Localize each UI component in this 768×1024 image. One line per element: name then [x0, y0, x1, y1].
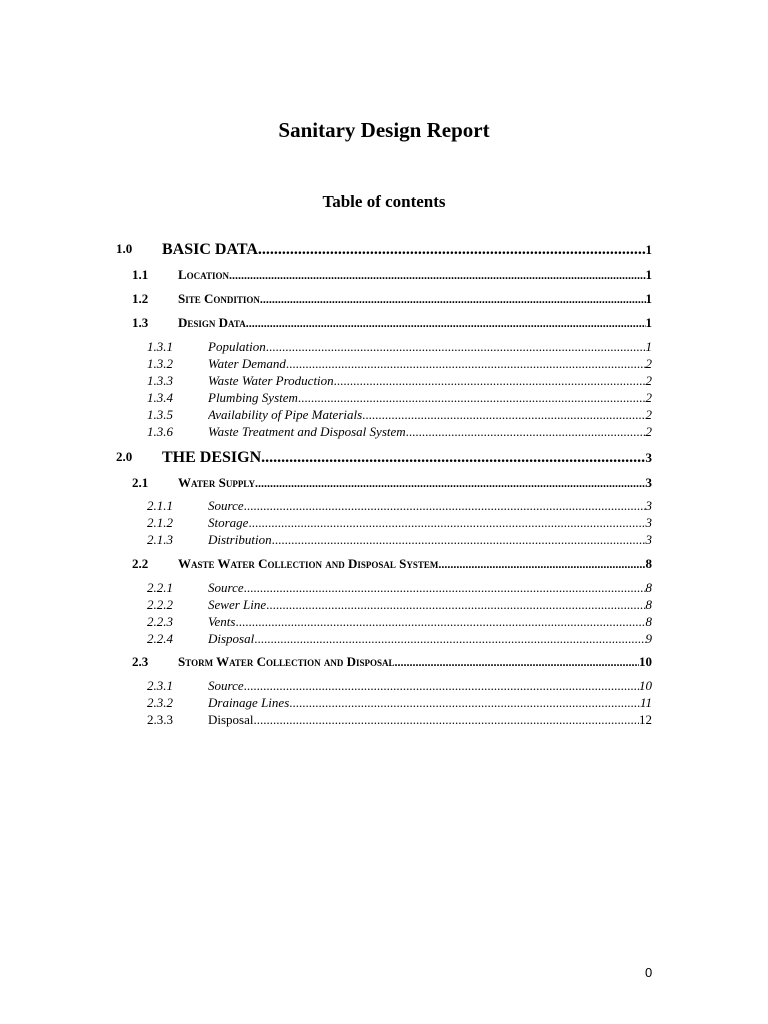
- toc-entry-number: 1.3.2: [147, 356, 173, 371]
- toc-entry-title: Waste Treatment and Disposal System: [208, 424, 406, 439]
- toc-entry-number: 2.3.2: [147, 695, 173, 710]
- toc-entry-title: Availability of Pipe Materials: [208, 407, 363, 422]
- toc-leader-dots: [255, 476, 646, 491]
- toc-leader-dots: [289, 695, 640, 711]
- toc-entry-title: Disposal: [208, 631, 255, 646]
- toc-entry-title: Disposal: [208, 712, 254, 727]
- toc-leader-dots: [261, 449, 645, 467]
- toc-leader-dots: [394, 655, 639, 670]
- toc-entry[interactable]: [0, 267, 768, 287]
- toc-entry-page: 1: [645, 242, 652, 257]
- toc-entry-number: 2.3: [132, 654, 149, 669]
- toc-leader-dots: [254, 631, 645, 647]
- toc-leader-dots: [334, 373, 646, 389]
- toc-entry[interactable]: [0, 424, 768, 444]
- toc-entry[interactable]: [0, 475, 768, 495]
- toc-entry-title: Population: [208, 339, 266, 354]
- toc-entry-number: 2.3.1: [147, 678, 173, 693]
- toc-entry-page: 3: [645, 532, 652, 547]
- toc-leader-dots: [258, 241, 646, 259]
- toc-entry-page: 1: [645, 291, 652, 306]
- toc-entry-page: 3: [645, 475, 652, 490]
- toc-leader-dots: [438, 557, 645, 572]
- toc-entry-number: 1.3.4: [147, 390, 173, 405]
- toc-entry-number: 2.0: [116, 449, 133, 464]
- toc-leader-dots: [246, 316, 646, 331]
- toc-entry-page: 12: [639, 712, 652, 727]
- toc-entry-title: Source: [208, 678, 244, 693]
- toc-entry-page: 3: [645, 498, 652, 513]
- toc-entry-title: Location: [178, 267, 230, 282]
- toc-leader-dots: [286, 356, 646, 372]
- toc-leader-dots: [298, 390, 646, 406]
- toc-leader-dots: [235, 614, 645, 630]
- toc-entry-number: 2.1.2: [147, 515, 173, 530]
- toc-leader-dots: [244, 678, 639, 694]
- toc-entry-title: Storage: [208, 515, 249, 530]
- toc-entry-page: 9: [645, 631, 652, 646]
- toc-leader-dots: [244, 498, 646, 514]
- toc-entry-number: 2.3.3: [147, 712, 173, 727]
- toc-entry-title: Sewer Line: [208, 597, 267, 612]
- toc-entry-page: 2: [645, 407, 652, 422]
- toc-entry[interactable]: [0, 241, 768, 261]
- toc-leader-dots: [244, 580, 646, 596]
- toc-entry-title: Source: [208, 498, 244, 513]
- toc-heading: Table of contents: [322, 192, 446, 211]
- toc-entry-title: Drainage Lines: [208, 695, 290, 710]
- toc-entry[interactable]: [0, 449, 768, 469]
- toc-entry-page: 8: [645, 614, 652, 629]
- toc-entry[interactable]: [0, 631, 768, 651]
- toc-entry-number: 1.3.1: [147, 339, 173, 354]
- toc-entry-page: 10: [639, 654, 652, 669]
- page-number: 0: [645, 965, 653, 980]
- toc-entry-title: Site Condition: [178, 291, 260, 306]
- toc-entry-page: 8: [645, 580, 652, 595]
- toc-entry[interactable]: [0, 556, 768, 576]
- toc-entry-page: 1: [645, 339, 652, 354]
- toc-entry-page: 1: [645, 315, 652, 330]
- toc-entry-number: 2.2.3: [147, 614, 173, 629]
- toc-entry[interactable]: [0, 532, 768, 552]
- toc-entry-title: Waste Water Production: [208, 373, 334, 388]
- document-title: Sanitary Design Report: [278, 118, 490, 142]
- toc-entry-title: Storm Water Collection and Disposal: [178, 654, 395, 669]
- toc-entry-number: 2.1: [132, 475, 149, 490]
- toc-entry-title: Plumbing System: [208, 390, 298, 405]
- toc-entry-number: 1.1: [132, 267, 149, 282]
- toc-entry-number: 1.2: [132, 291, 149, 306]
- toc-leader-dots: [229, 268, 645, 283]
- toc-entry-title: BASIC DATA: [162, 241, 258, 258]
- toc-leader-dots: [362, 407, 645, 423]
- toc-entry-title: Design Data: [178, 315, 246, 330]
- toc-entry-number: 1.3.3: [147, 373, 173, 388]
- toc-entry-title: THE DESIGN: [162, 449, 262, 466]
- toc-entry[interactable]: [0, 315, 768, 335]
- toc-entry-number: 2.2.4: [147, 631, 173, 646]
- toc-entry-title: Source: [208, 580, 244, 595]
- toc-entry-title: Water Supply: [178, 475, 255, 490]
- toc-entry-number: 1.0: [116, 241, 133, 256]
- toc-entry-page: 2: [645, 356, 652, 371]
- toc-entry-page: 8: [645, 597, 652, 612]
- toc-entry[interactable]: [0, 291, 768, 311]
- toc-entry[interactable]: [0, 712, 768, 732]
- toc-entry-page: 2: [645, 390, 652, 405]
- toc-entry-number: 2.2.2: [147, 597, 173, 612]
- toc-entry-title: Distribution: [208, 532, 272, 547]
- toc-entry-number: 2.2: [132, 556, 149, 571]
- toc-entry-title: Waste Water Collection and Disposal System: [178, 556, 439, 571]
- toc-entry-number: 2.1.3: [147, 532, 173, 547]
- toc-entry-number: 2.2.1: [147, 580, 173, 595]
- toc-entry-page: 1: [645, 267, 652, 282]
- toc-entry-number: 1.3: [132, 315, 149, 330]
- toc-entry[interactable]: [0, 654, 768, 674]
- toc-entry-page: 2: [645, 424, 652, 439]
- toc-leader-dots: [266, 339, 646, 355]
- toc-entry-number: 2.1.1: [147, 498, 173, 513]
- toc-leader-dots: [406, 424, 646, 440]
- toc-entry-title: Water Demand: [208, 356, 286, 371]
- toc-leader-dots: [248, 515, 645, 531]
- toc-entry-page: 10: [639, 678, 652, 693]
- toc-entry-title: Vents: [208, 614, 236, 629]
- toc-entry-page: 2: [645, 373, 652, 388]
- toc-leader-dots: [260, 292, 646, 307]
- toc-entry-number: 1.3.5: [147, 407, 173, 422]
- toc-entry-page: 8: [645, 556, 652, 571]
- toc-entry-page: 3: [645, 450, 652, 465]
- toc-leader-dots: [266, 597, 645, 613]
- toc-entry-number: 1.3.6: [147, 424, 173, 439]
- toc-leader-dots: [272, 532, 646, 548]
- toc-leader-dots: [254, 712, 640, 728]
- toc-entry-page: 3: [645, 515, 652, 530]
- toc-entry-page: 11: [639, 695, 652, 710]
